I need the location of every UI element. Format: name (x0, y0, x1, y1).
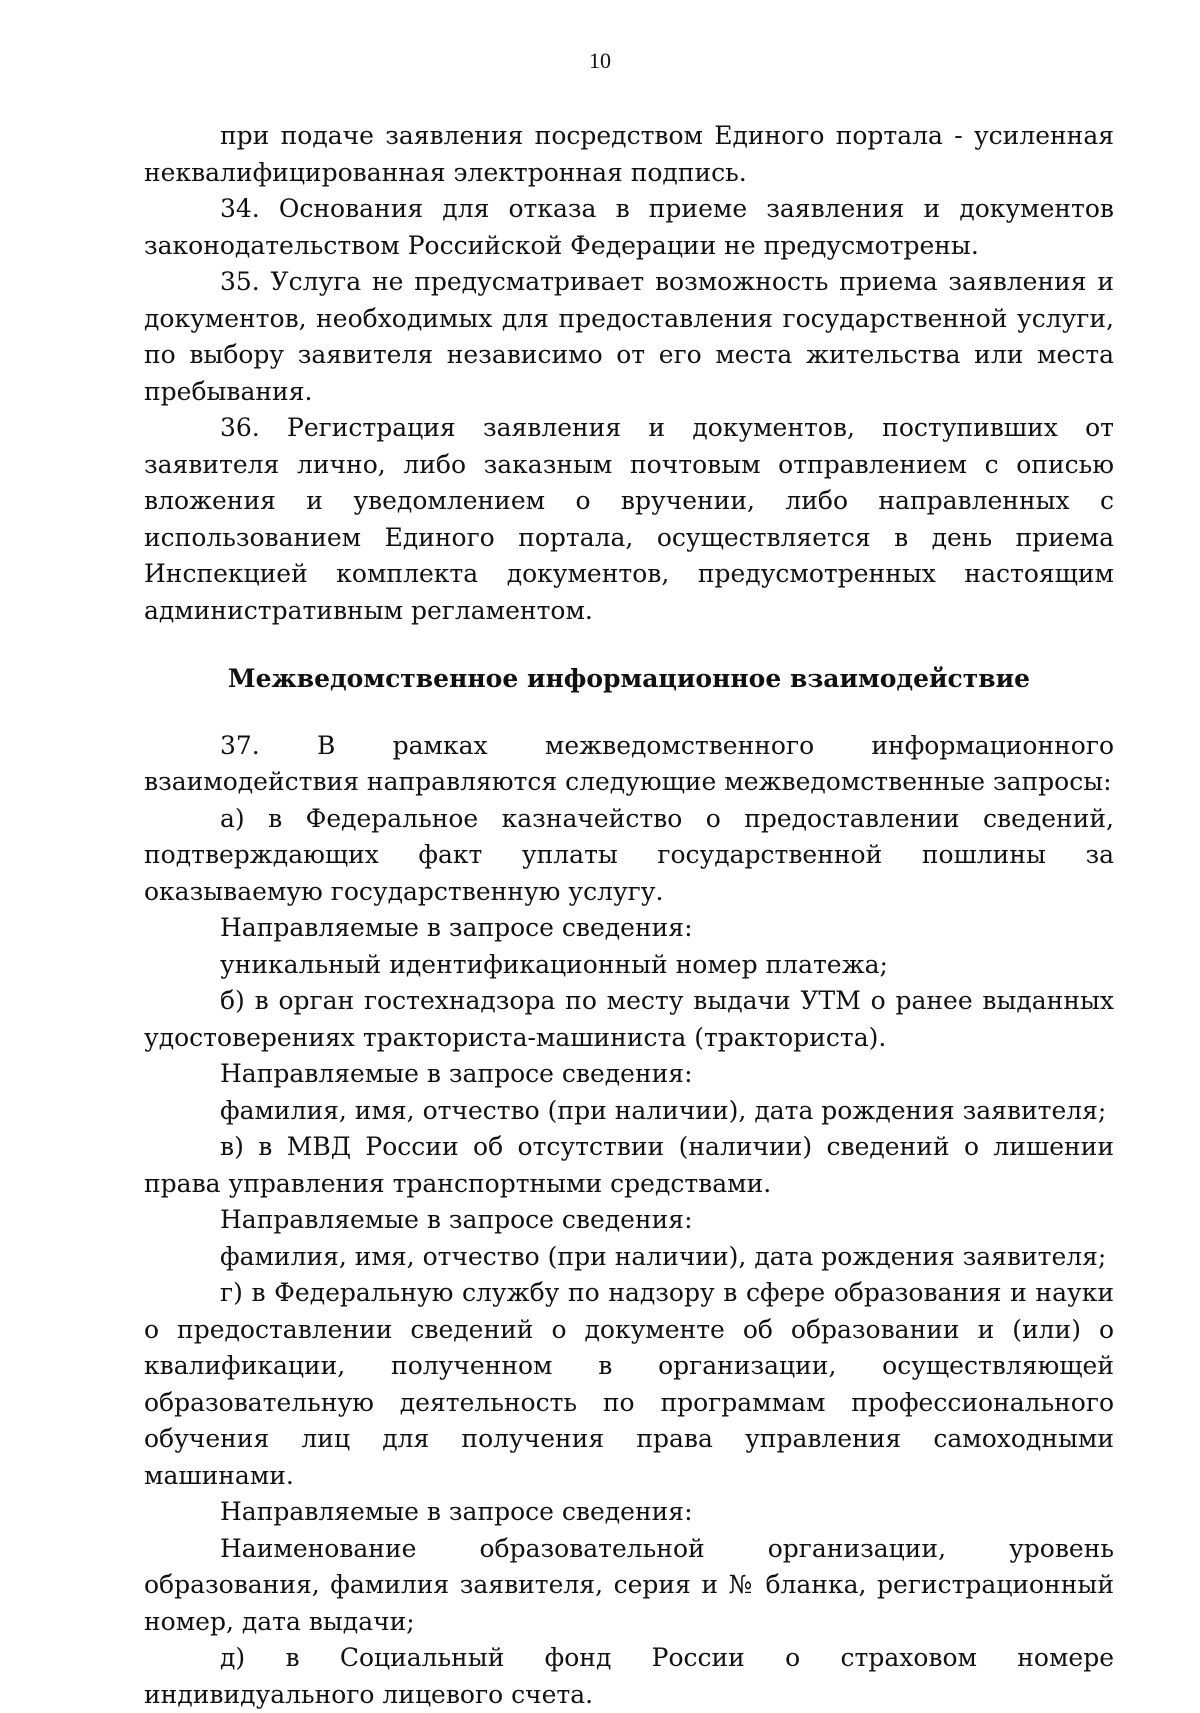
request-info-value: уникальный идентификационный номер платежа; (220, 949, 888, 979)
list-item-v: в) в МВД России об отсутствии (наличии) сведений о лишении права управления транспортными средствами. (144, 1132, 1114, 1198)
request-info-label: Направляемые в запросе сведения: (220, 1059, 693, 1088)
page-number: 10 (589, 48, 611, 73)
paragraph-34: 34. Основания для отказа в приеме заявления и документов законодательством Российской Федерации не предусмотрены. (144, 194, 1114, 260)
request-info-value: фамилия, имя, отчество (при наличии), дата рождения заявителя; (220, 1095, 1107, 1125)
list-item-g: г) в Федеральную службу по надзору в сфере образования и науки о предоставлении сведений о документе об образовании и (или) о квалификации, полученном в организации, осуществляющей образовательную деятельность по программам профессионального обучения лиц для получения права управления самоходными машинами. (144, 1278, 1114, 1490)
list-item-a: а) в Федеральное казначейство о предоставлении сведений, подтверждающих факт уплаты государственной пошлины за оказываемую государственную услугу. (144, 803, 1114, 906)
paragraph-signature-note: при подаче заявления посредством Единого портала - усиленная неквалифицированная электронная подпись. (144, 121, 1114, 187)
paragraph-37: 37. В рамках межведомственного информационного взаимодействия направляются следующие межведомственные запросы: (144, 730, 1114, 796)
request-info-label: Направляемые в запросе сведения: (220, 1205, 693, 1234)
document-body (144, 118, 1114, 1713)
request-info-value: фамилия, имя, отчество (при наличии), дата рождения заявителя; (220, 1241, 1107, 1271)
request-info-label: Направляемые в запросе сведения: (220, 913, 693, 942)
paragraph-36: 36. Регистрация заявления и документов, поступивших от заявителя лично, либо заказным почтовым отправлением с описью вложения и уведомлением о вручении, либо направленных с использованием Единого портала, осуществляется в день приема Инспекцией комплекта документов, предусмотренных настоящим административным регламентом. (144, 413, 1114, 625)
list-item-b: б) в орган гостехнадзора по месту выдачи УТМ о ранее выданных удостоверениях тракториста-машиниста (тракториста). (144, 986, 1114, 1052)
request-info-label: Направляемые в запросе сведения: (220, 1497, 693, 1526)
request-info-value: Наименование образовательной организации, уровень образования, фамилия заявителя, серия и № бланка, регистрационный номер, дата выдачи; (144, 1533, 1114, 1636)
list-item-d: д) в Социальный фонд России о страховом номере индивидуального лицевого счета. (144, 1643, 1114, 1709)
section-heading: Межведомственное информационное взаимодействие (227, 664, 1031, 693)
paragraph-35: 35. Услуга не предусматривает возможность приема заявления и документов, необходимых для предоставления государственной услуги, по выбору заявителя независимо от его места жительства или места пребывания. (144, 267, 1114, 406)
